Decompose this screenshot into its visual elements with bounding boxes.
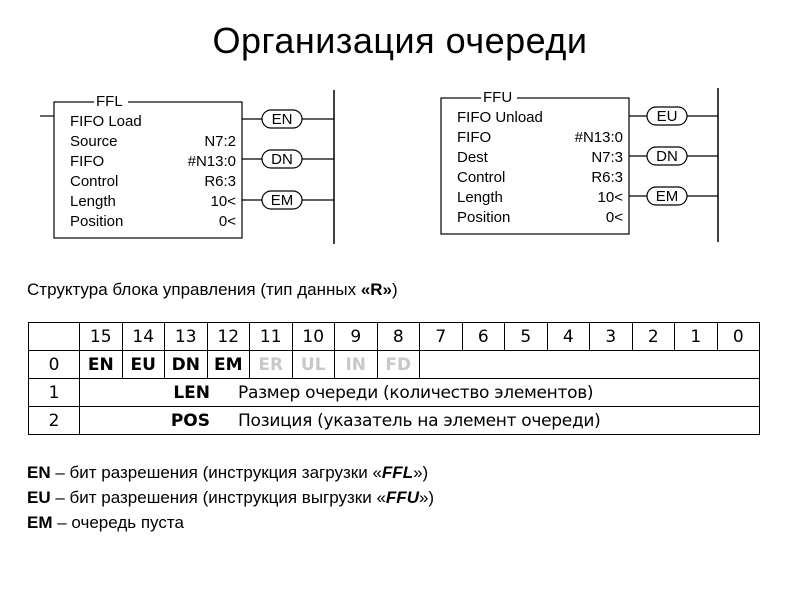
- ffu-output-em: EM: [655, 188, 679, 205]
- note-key: EU: [27, 488, 51, 507]
- note-instr: FFL: [381, 463, 414, 482]
- note-close: »): [418, 488, 435, 507]
- word2-row: [29, 407, 760, 435]
- ffl-row-value: 0<: [218, 213, 236, 230]
- flag-fd: FD: [377, 351, 420, 379]
- bit-number: 8: [377, 323, 420, 351]
- ffl-frame-label: FFL: [96, 93, 123, 110]
- structure-caption-type: «R»: [360, 280, 392, 299]
- flag-en: EN: [80, 351, 123, 379]
- structure-caption-close: ): [392, 280, 398, 299]
- unused-bits: [420, 351, 760, 379]
- bit-number: 1: [675, 323, 718, 351]
- pos-cell: [80, 407, 760, 435]
- ffu-row-label: FIFO: [457, 129, 492, 146]
- note-instr: FFU: [385, 488, 419, 507]
- len-description: Размер очереди (количество элементов): [238, 382, 594, 403]
- ffl-row-value: 10<: [210, 193, 236, 210]
- ffu-output-coils: [629, 107, 718, 205]
- ffl-row-label: Position: [70, 213, 124, 230]
- ffl-output-dn: DN: [271, 151, 293, 168]
- ffu-row-value: #N13:0: [574, 129, 623, 146]
- flag-in: IN: [335, 351, 378, 379]
- ffl-row-label: Source: [70, 133, 118, 150]
- word0-row: [29, 351, 760, 379]
- bit-number: 14: [122, 323, 165, 351]
- ffl-header: FIFO Load: [70, 113, 142, 130]
- pos-description: Позиция (указатель на элемент очереди): [238, 410, 601, 431]
- control-block-table: [28, 322, 760, 435]
- note-eu: [27, 485, 434, 510]
- ffu-block: [441, 88, 718, 242]
- ffu-row-label: Control: [457, 169, 506, 186]
- ffu-frame-label: FFU: [483, 89, 513, 106]
- bit-number: 10: [292, 323, 335, 351]
- structure-caption: [27, 280, 398, 300]
- structure-caption-text: Структура блока управления (тип данных: [27, 280, 361, 299]
- flag-ul: UL: [292, 351, 335, 379]
- bit-number: 0: [717, 323, 760, 351]
- ffu-output-dn: DN: [656, 148, 678, 165]
- ffu-row-label: Dest: [457, 149, 488, 166]
- ffl-row-value: R6:3: [204, 173, 236, 190]
- flag-dn: DN: [165, 351, 208, 379]
- word-index: 2: [29, 407, 80, 435]
- flag-er: ER: [250, 351, 293, 379]
- word-index: 1: [29, 379, 80, 407]
- note-text: – бит разрешения (инструкция выгрузки «: [50, 488, 386, 507]
- corner-cell: [29, 323, 80, 351]
- page-title: Организация очереди: [212, 20, 588, 61]
- ffu-output-eu: EU: [656, 108, 678, 125]
- ffl-row-value: N7:2: [204, 133, 236, 150]
- ffl-row-value: #N13:0: [187, 153, 236, 170]
- flag-eu: EU: [122, 351, 165, 379]
- ffu-row-value: 0<: [605, 209, 623, 226]
- bit-number: 3: [590, 323, 633, 351]
- bit-number: 5: [505, 323, 548, 351]
- ffu-header: FIFO Unload: [457, 109, 543, 126]
- ffl-block: [40, 90, 334, 244]
- bit-number: 15: [80, 323, 123, 351]
- ffl-row-label: Control: [70, 173, 119, 190]
- len-cell: [80, 379, 760, 407]
- bit-notes: [27, 460, 434, 535]
- ffu-row-value: 10<: [597, 189, 623, 206]
- note-key: EN: [27, 463, 51, 482]
- bit-number: 9: [335, 323, 378, 351]
- bit-number: 6: [462, 323, 505, 351]
- bit-number: 11: [250, 323, 293, 351]
- ffu-row-label: Position: [457, 209, 511, 226]
- word-index: 0: [29, 351, 80, 379]
- bit-number: 2: [632, 323, 675, 351]
- ffl-output-en: EN: [271, 111, 293, 128]
- pos-code: POS: [170, 410, 210, 431]
- len-code: LEN: [173, 382, 210, 403]
- bit-number: 7: [420, 323, 463, 351]
- ffu-row-value: N7:3: [591, 149, 623, 166]
- ffl-row-label: Length: [70, 193, 116, 210]
- note-en: [27, 460, 434, 485]
- note-close: »): [413, 463, 429, 482]
- ffu-row-label: Length: [457, 189, 503, 206]
- note-text: – бит разрешения (инструкция загрузки «: [50, 463, 382, 482]
- word1-row: [29, 379, 760, 407]
- ffl-row-label: FIFO: [70, 153, 105, 170]
- ffl-output-em: EM: [270, 192, 294, 209]
- ffu-row-value: R6:3: [591, 169, 623, 186]
- note-key: EM: [27, 513, 53, 532]
- bit-number: 4: [547, 323, 590, 351]
- ffl-output-coils: [242, 110, 334, 209]
- bit-number: 13: [165, 323, 208, 351]
- bit-number: 12: [207, 323, 250, 351]
- ladder-diagram: [0, 0, 800, 260]
- bit-header-row: [29, 323, 760, 351]
- note-em: [27, 510, 434, 535]
- note-text: – очередь пуста: [52, 513, 184, 532]
- flag-em: EM: [207, 351, 250, 379]
